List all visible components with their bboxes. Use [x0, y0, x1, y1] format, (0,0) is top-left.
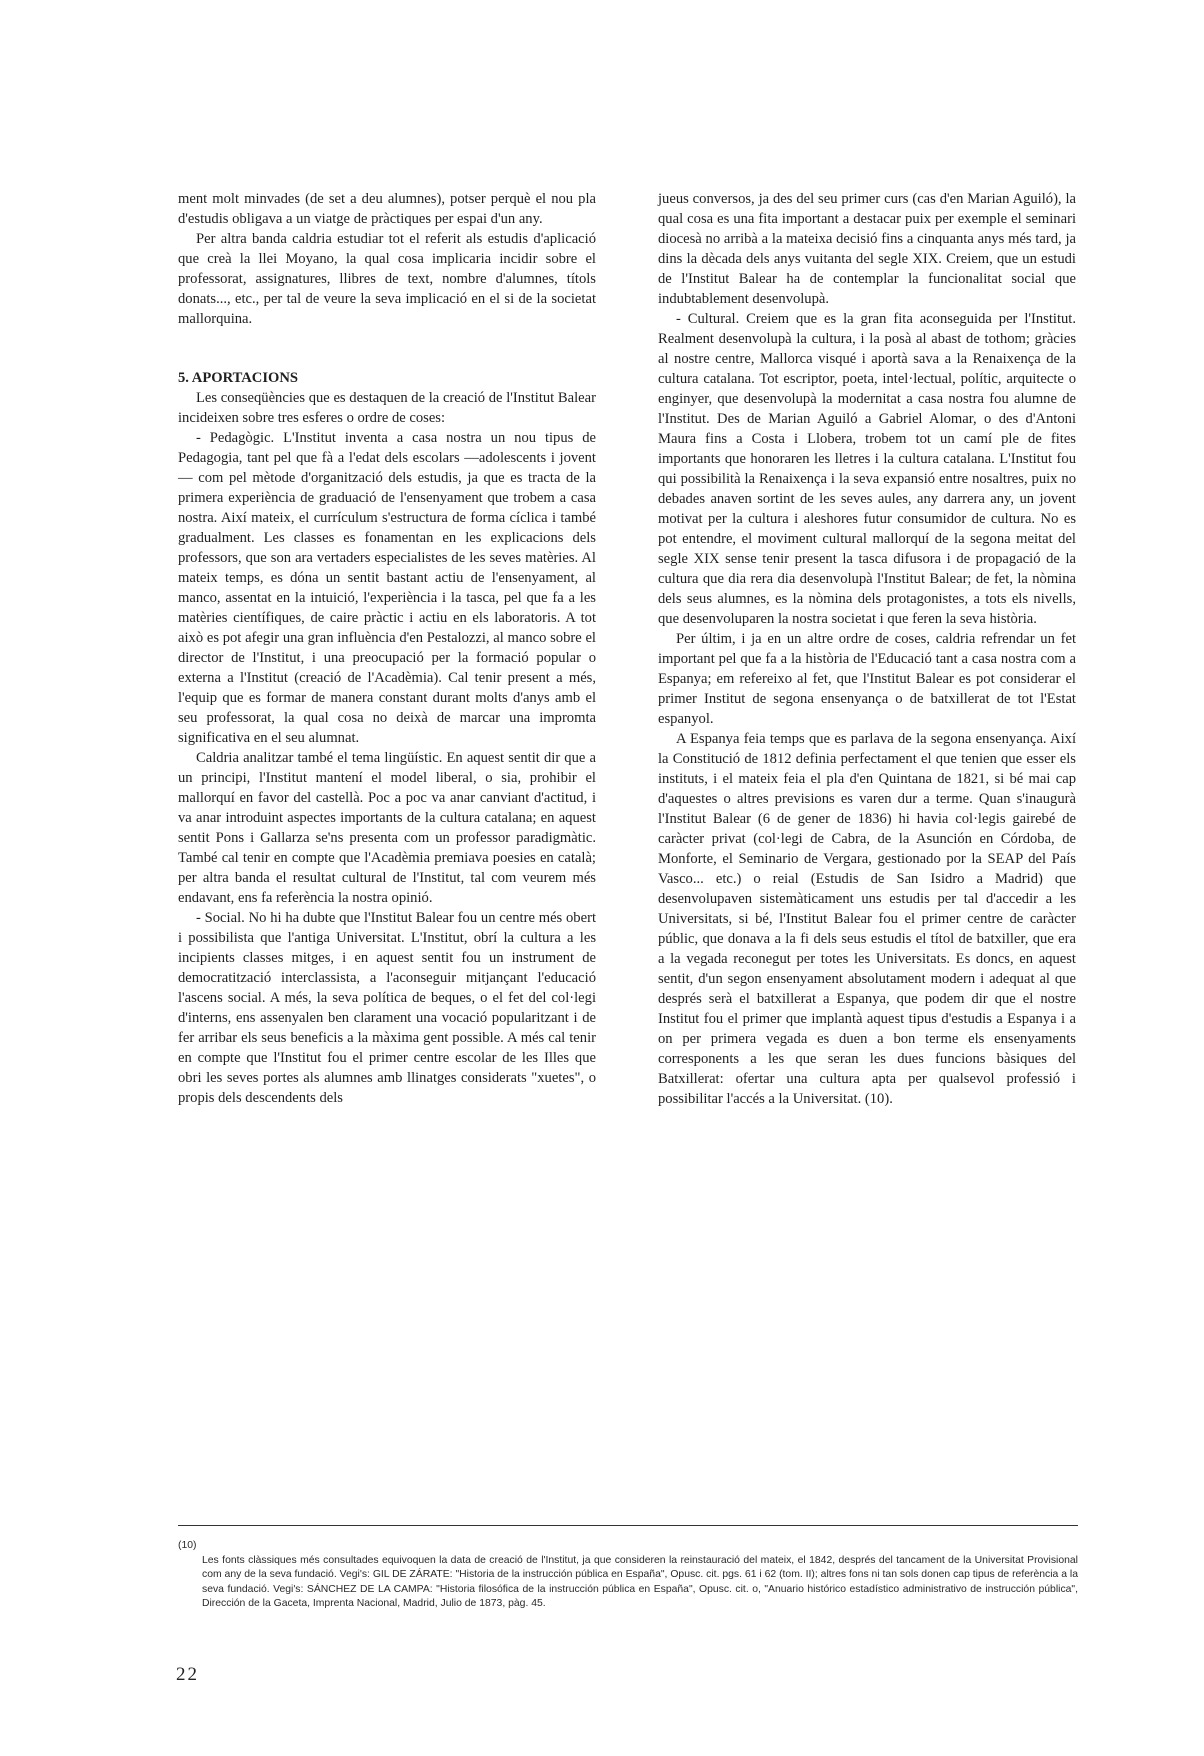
left-paragraph-5: Caldria analitzar també el tema lingüístic. En aquest sentit dir que a un principi, l'Institut mantení el model liberal, o sia, prohibir el mallorquí en favor del castellà. Poc a poc va anar canviant d'actitud, i va anar introduint aspectes importants de la cultura catalana; en aquest sentit Pons i Gallarza se'ns presenta com un professor paradigmàtic. També cal tenir en compte que l'Acadèmia premiava poesies en català; per altra banda el resultat cultural de l'Institut, tal com veurem més endavant, ens fa referència la nostra opinió. — [178, 750, 596, 906]
footnote-text: Les fonts clàssiques més consultades equivoquen la data de creació de l'Institut, ja que consideren la reinstauració del mateix, el 1842, després del tancament de la Universitat Provisional com any de la seva fundació. Vegi's: GIL DE ZÁRATE: "Historia de la instrucción pública en España", Opusc. cit. pgs. 61 i 62 (tom. II); altres fons ni tan sols donen cap tipus de referència a la seva fundació. Vegi's: SÁNCHEZ DE LA CAMPA: "Historia filosófica de la instrucción pública en España", Opusc. cit. o, "Anuario histórico estadístico administrativo de instrucción pública", Dirección de la Gaceta, Imprenta Nacional, Madrid, Julio de 1873, pàg. 45. — [202, 1554, 1078, 1609]
right-paragraph-2: - Cultural. Creiem que es la gran fita aconseguida per l'Institut. Realment desenvolupà la cultura, i la posà al abast de tothom; gràcies al nostre centre, Mallorca visqué i aportà sava a la Renaixença de la cultura catalana. Tot escriptor, poeta, intel·lectual, polític, arquitecte o enginyer, que desenvolupà la modernitat a casa nostra fou alumne de l'Institut. Des de Marian Aguiló a Gabriel Alomar, o des d'Antoni Maura fins a Costa i Llobera, trobem tot un camí ple de fites importants que honoraren les lletres i la cultura catalana. L'Institut fou qui possibilità la Renaixença i la seva expansió entre nosaltres, puix no debades anaven sortint de les seves aules, any darrera any, un jovent motivat per la cultura i aleshores futur consumidor de cultura. No es pot entendre, el moviment cultural mallorquí de la segona meitat del segle XIX sense tenir present la tasca difusora i de propagació de la cultura que dia rera dia desenvolupà l'Institut Balear; de fet, la nòmina dels seus alumnes, es la nòmina dels protagonistes, a tots els nivells, que desenvoluparen la nostra societat i que feren la seva història. — [658, 311, 1076, 627]
left-paragraph-1: ment molt minvades (de set a deu alumnes), potser perquè el nou pla d'estudis obligava a un viatge de pràctiques per espai d'un any. — [178, 191, 596, 227]
left-paragraph-6: - Social. No hi ha dubte que l'Institut Balear fou un centre més obert i possibilista que l'antiga Universitat. L'Institut, obrí la cultura a les incipients classes mitges, i en aquest sentit fou un instrument de democratització interclassista, a l'aconseguir mitjançant l'educació l'ascens social. A més, la seva política de beques, o el fet del col·legi d'interns, ens assenyalen ben clarament una vocació popularitzant i de fer arribar els seus beneficis a la màxima gent possible. A més cal tenir en compte que l'Institut fou el primer centre escolar de les Illes que obri les seves portes als alumnes amb llinatges considerats "xuetes", o propis dels descendents dels — [178, 910, 596, 1106]
left-paragraph-2: Per altra banda caldria estudiar tot el referit als estudis d'aplicació que creà la llei Moyano, la qual cosa implicaria incidir sobre el professorat, assignatures, llibres de text, nombre d'alumnes, títols donats..., etc., per tal de veure la seva implicació en el si de la societat mallorquina. — [178, 231, 596, 327]
section-heading: 5. APORTACIONS — [178, 370, 299, 386]
left-paragraph-4: - Pedagògic. L'Institut inventa a casa nostra un nou tipus de Pedagogia, tant pel que fà a l'edat dels escolars —adolescents i jovent— com pel mètode d'organització dels estudis, ja que es tracta de la primera experiència de graduació de l'ensenyament que trobem a casa nostra. Així mateix, el currículum s'estructura de forma cíclica i també gradualment. Les classes es fonamentan en les explicacions dels professors, que son ara vertaders especialistes de les seves matèries. Al mateix temps, es dóna un sentit bastant actiu de l'ensenyament, al manco, assentat en la intuició, l'experiència i la tasca, pel que fa a les matèries científiques, de caire pràctic i actiu en els laboratoris. A tot això es pot afegir una gran influència d'en Pestalozzi, al manco sobre el director de l'Institut, i una preocupació per la formació popular o externa a l'Institut (creació de l'Acadèmia). Cal tenir present a més, l'equip que es formar de manera constant durant molts d'anys amb el seu professorat, la qual cosa no deixà de marcar una impromta significativa en el seu alumnat. — [178, 430, 596, 746]
right-paragraph-4: A Espanya feia temps que es parlava de la segona ensenyança. Així la Constitució de 1812 definia perfectament el que tenien que esser els instituts, i el mateix feia el pla d'en Quintana de 1821, si bé mai cap d'aquestes o altres previsions es varen dur a terme. Quan s'inaugurà l'Institut Balear (6 de gener de 1836) hi havia col·legis gairebé de caràcter privat (col·legi de Cabra, de la Asunción en Córdoba, de Monforte, el Seminario de Vergara, gestionado por la SEAP del País Vasco... etc.) o reial (Estudis de San Isidro a Madrid) que desenvolupaven sistemàticament uns estudis per tal d'accedir a les Universitats, si bé, l'Institut Balear fou el primer centre de caràcter públic, que donava a la fi dels seus estudis el títol de batxiller, que era a la vegada reconegut per totes les Universitats. Es doncs, en aquest sentit, d'un segon ensenyament absolutament modern i adequat al que després serà el batxillerat a Espanya, que podem dir que el nostre Institut fou el primer que implantà aquest tipus d'estudis a Espanya i a on per primera vegada es duen a bon terme els ensenyaments corresponents a les que seran les dues funcions bàsiques del Batxillerat: ofertar una cultura apta per qualsevol professió i possibilitar l'accés a la Universitat. (10). — [658, 731, 1076, 1107]
page-number: 22 — [176, 1664, 199, 1685]
footnote-divider — [178, 1525, 1078, 1526]
right-column — [658, 189, 1076, 1109]
right-paragraph-3: Per últim, i ja en un altre ordre de coses, caldria refrendar un fet important pel que fa a la història de l'Educació tant a casa nostra com a Espanya; em refereixo al fet, que l'Institut Balear es pot considerar el primer Institut de segona ensenyança o de batxillerat de tot l'Estat espanyol. — [658, 631, 1076, 727]
right-paragraph-1: jueus conversos, ja des del seu primer curs (cas d'en Marian Aguiló), la qual cosa es una fita important a destacar puix per exemple el seminari diocesà no arribà a la mateixa decisió fins a cinquanta anys més tard, ja dins la dècada dels anys vuitanta del segle XIX. Creiem, que un estudi de l'Institut Balear ha de contemplar la funcionalitat social que indubtablement desenvolupà. — [658, 191, 1076, 307]
footnote: (10) Les fonts clàssiques més consultades equivoquen la data de creació de l'Institut, ja que consideren la reinstauració del mateix, el 1842, després del tancament de la Universitat Provisional com any de la seva fundació. Vegi's: GIL DE ZÁRATE: "Historia de la instrucción pública en España", Opusc. cit. pgs. 61 i 62 (tom. II); altres fons ni tan sols donen cap tipus de referència a la seva fundació. Vegi's: SÁNCHEZ DE LA CAMPA: "Historia filosófica de la instrucción pública en España", Opusc. cit. o, "Anuario histórico estadístico administrativo de instrucción pública", Dirección de la Gaceta, Imprenta Nacional, Madrid, Julio de 1873, pàg. 45. — [178, 1539, 1078, 1612]
left-paragraph-3: Les conseqüències que es destaquen de la creació de l'Institut Balear incideixen sobre tres esferes o ordre de coses: — [178, 390, 596, 426]
left-column — [178, 189, 596, 1108]
